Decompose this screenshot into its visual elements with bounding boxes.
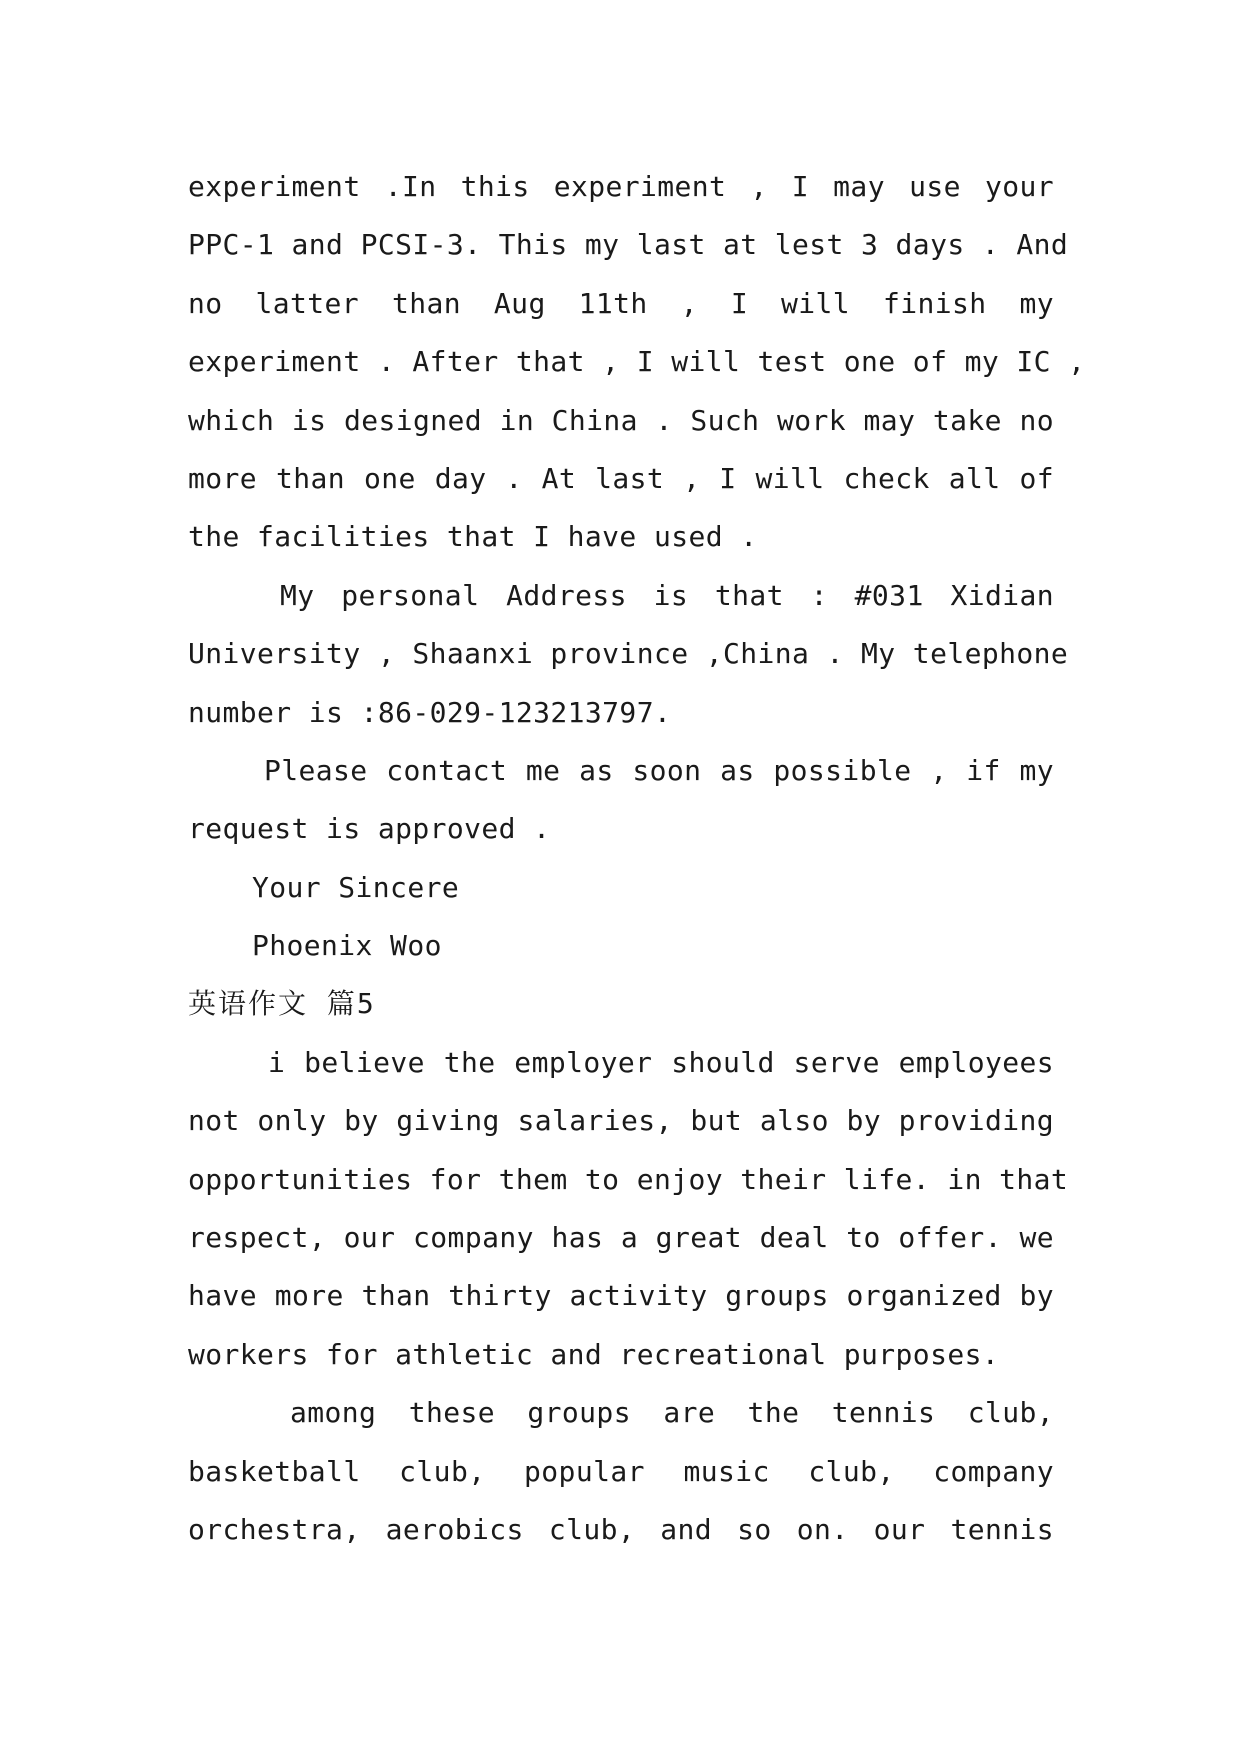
- text-line: experiment . After that , I will test one of my IC ,: [188, 345, 1086, 379]
- text-line: which is designed in China . Such work may take no: [188, 403, 1054, 437]
- text-line: PPC-1 and PCSI-3. This my last at lest 3 days . And: [188, 228, 1069, 262]
- paragraph-address: [188, 567, 1069, 742]
- paragraph-employer: [188, 1034, 1069, 1384]
- text-line: My personal Address is that : #031 Xidian: [280, 578, 1054, 612]
- text-line: number is :86-029-123213797.: [188, 695, 672, 729]
- closing-salutation: Your Sincere: [252, 870, 460, 904]
- text-line: among these groups are the tennis club,: [290, 1396, 1054, 1430]
- section-heading: 英语作文 篇5: [188, 987, 376, 1021]
- text-line: have more than thirty activity groups organized by: [188, 1279, 1054, 1313]
- text-line: respect, our company has a great deal to offer. we: [188, 1221, 1054, 1255]
- text-line: not only by giving salaries, but also by providing: [188, 1104, 1054, 1138]
- text-line: no latter than Aug 11th , I will finish my: [188, 286, 1054, 320]
- text-line: experiment .In this experiment , I may use your: [188, 170, 1054, 203]
- text-line: more than one day . At last , I will check all of: [188, 461, 1054, 495]
- text-line: the facilities that I have used .: [188, 520, 758, 554]
- text-line: basketball club, popular music club, company: [188, 1454, 1054, 1488]
- paragraph-groups: [188, 1384, 1054, 1559]
- paragraph-contact: [188, 742, 1054, 859]
- text-line: University , Shaanxi province ,China . My telephone: [188, 637, 1069, 671]
- text-line: request is approved .: [188, 812, 551, 846]
- text-line: opportunities for them to enjoy their life. in that: [188, 1162, 1069, 1196]
- text-line: orchestra, aerobics club, and so on. our tennis: [188, 1512, 1054, 1546]
- text-line: Please contact me as soon as possible , if my: [264, 753, 1054, 787]
- document-body: [188, 158, 1086, 1559]
- paragraph-experiment: [188, 158, 1086, 567]
- signature-name: Phoenix Woo: [252, 929, 442, 963]
- text-line: workers for athletic and recreational purposes.: [188, 1337, 1000, 1371]
- text-line: i believe the employer should serve employees: [268, 1045, 1054, 1079]
- letter-closing: [188, 859, 1054, 976]
